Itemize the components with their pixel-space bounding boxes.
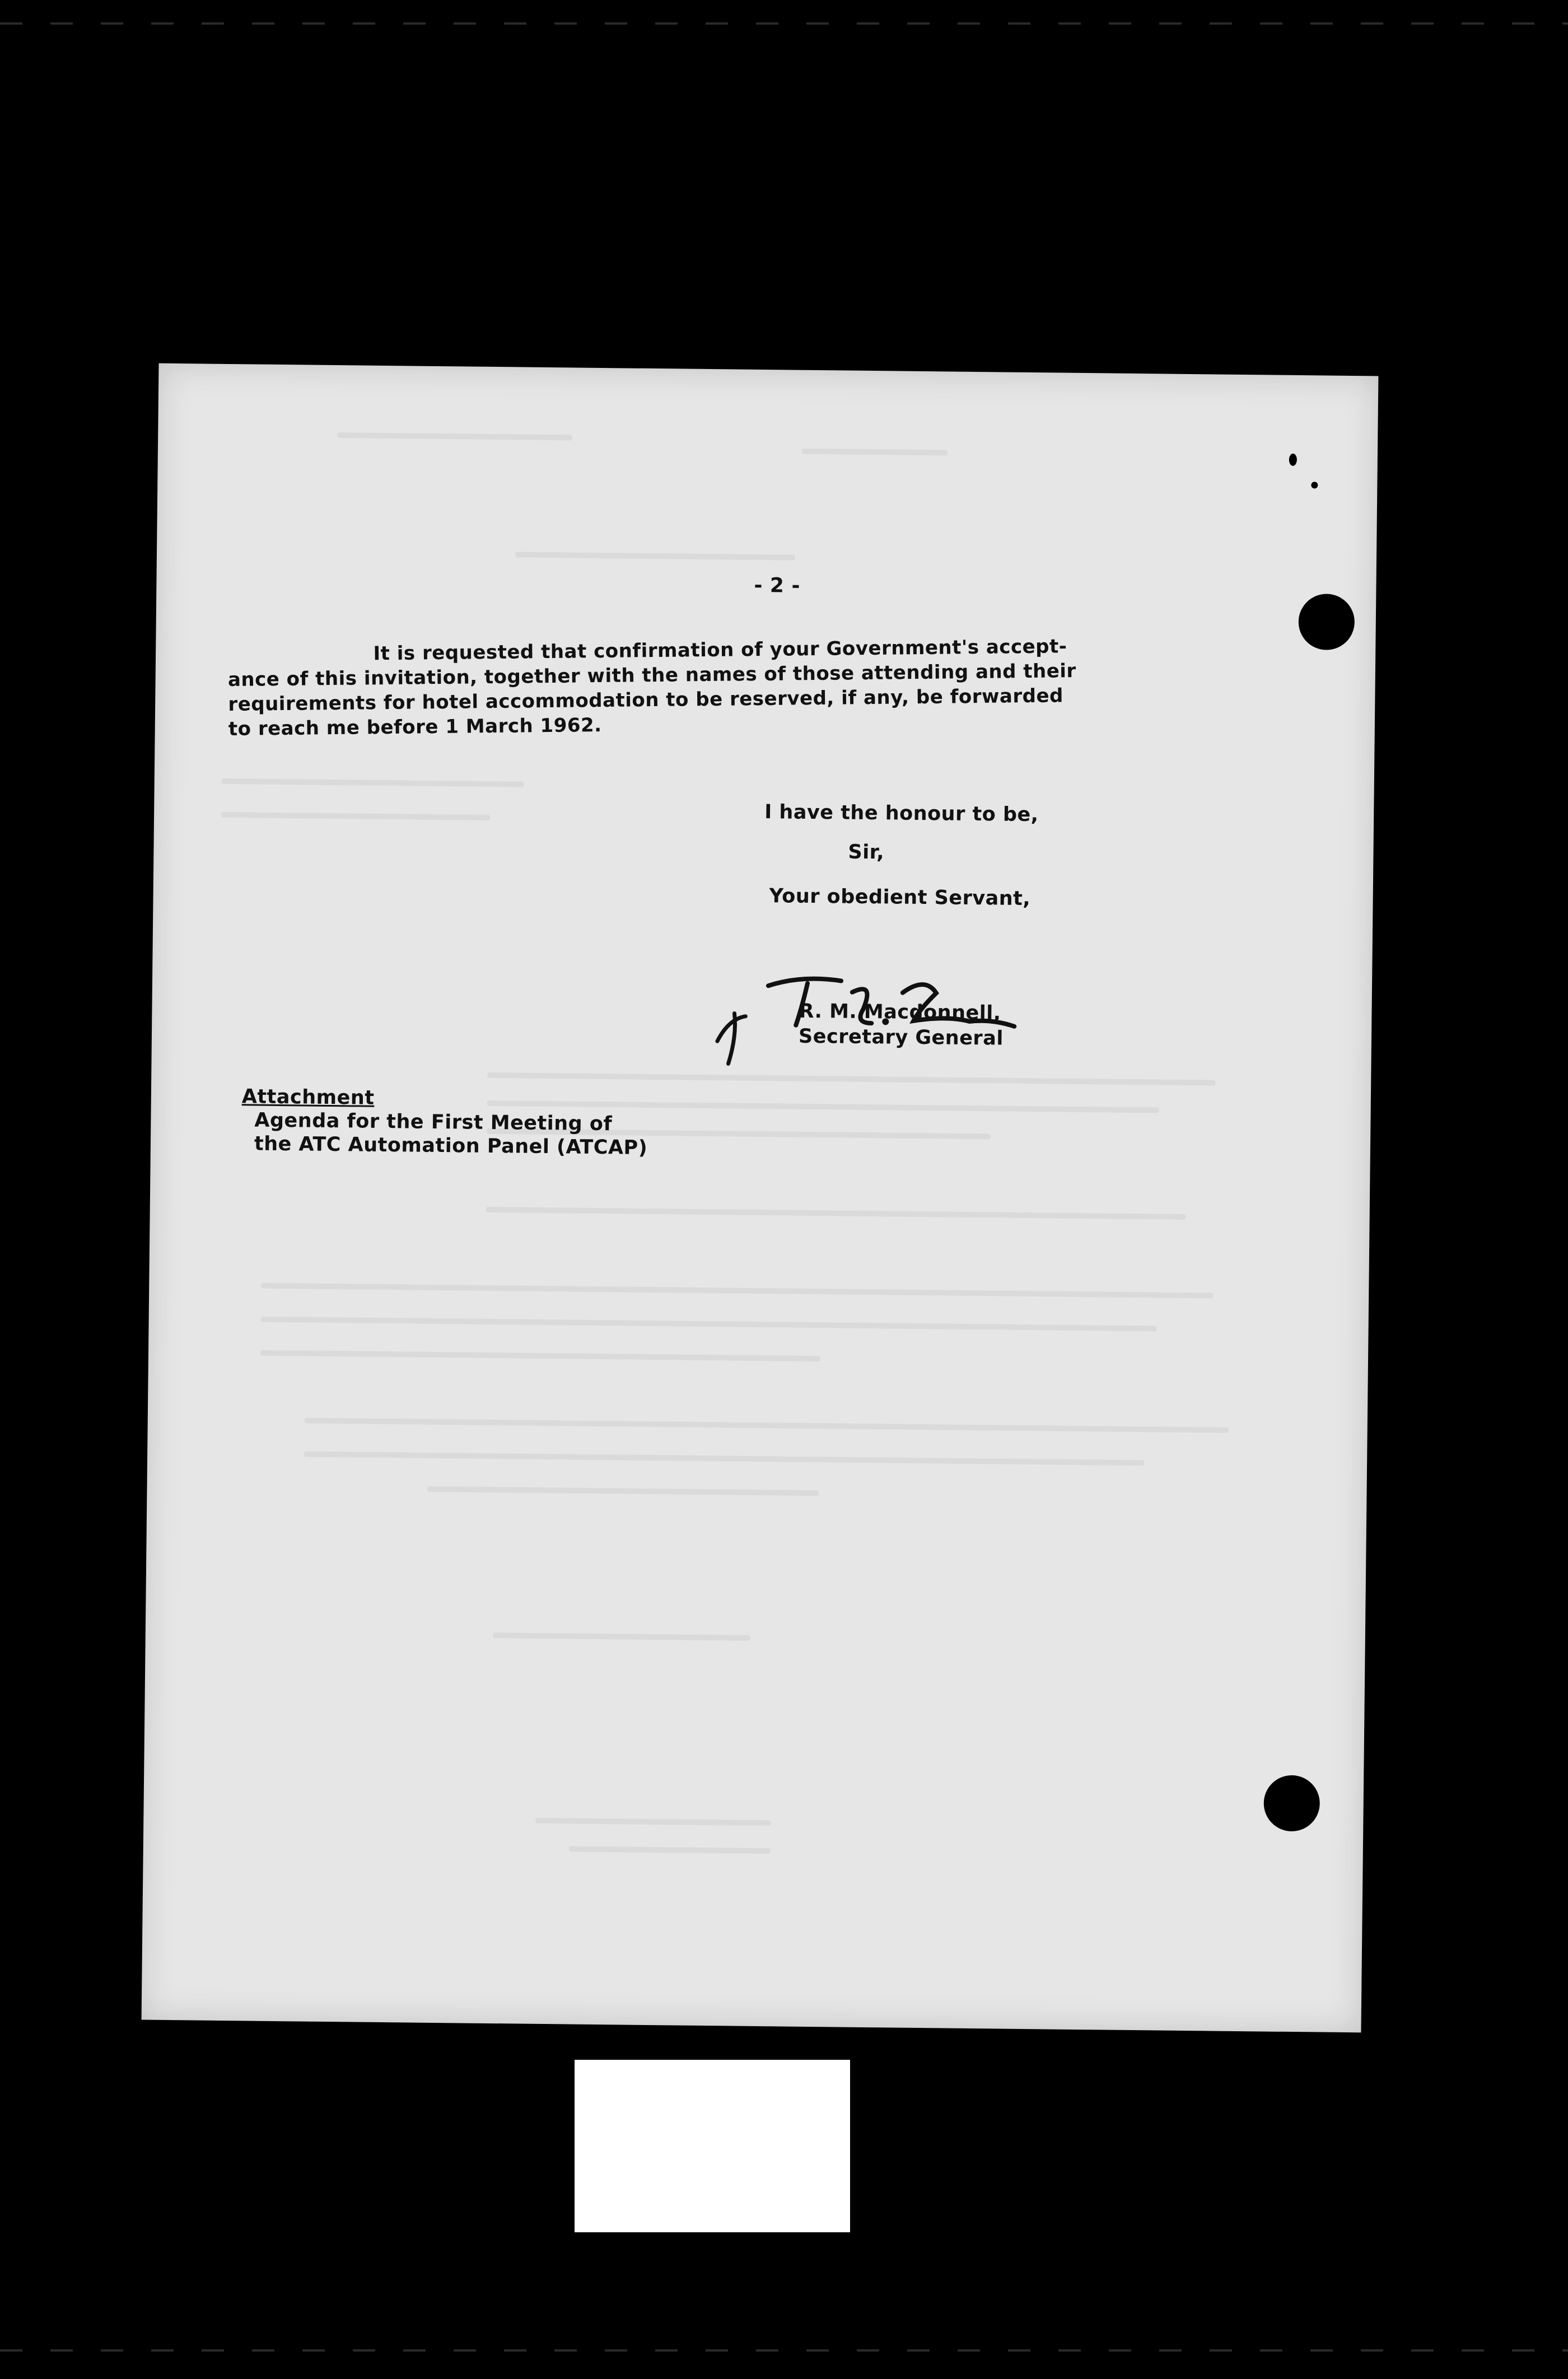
bleed-through-text bbox=[569, 1846, 771, 1854]
bleed-through-text bbox=[535, 1818, 771, 1826]
attachment-title: Attachment bbox=[241, 1085, 375, 1109]
ink-speck bbox=[1289, 454, 1297, 466]
punch-hole-top bbox=[1298, 594, 1355, 650]
bleed-through-text bbox=[337, 432, 572, 440]
attachment-line: Agenda for the First Meeting of bbox=[254, 1109, 613, 1136]
document-page bbox=[142, 363, 1379, 2033]
bleed-through-text bbox=[221, 812, 490, 820]
bleed-through-text bbox=[305, 1418, 1229, 1433]
scan-edge-bottom bbox=[0, 2349, 1568, 2352]
bleed-through-text bbox=[486, 1207, 1186, 1220]
bleed-through-text bbox=[261, 1283, 1213, 1299]
scan-edge-top bbox=[0, 22, 1568, 25]
page-number: - 2 - bbox=[754, 573, 801, 598]
bleed-through-text bbox=[487, 1100, 1159, 1113]
bleed-through-text bbox=[802, 449, 948, 456]
label-card bbox=[575, 2060, 850, 2232]
attachment-line: the ATC Automation Panel (ATCAP) bbox=[254, 1132, 648, 1159]
bleed-through-text bbox=[427, 1486, 819, 1496]
closing-servant: Your obedient Servant, bbox=[769, 885, 1031, 911]
body-line: ance of this invitation, together with the names of those attending and their bbox=[227, 660, 1076, 691]
bleed-through-text bbox=[487, 1072, 1215, 1086]
body-line: to reach me before 1 March 1962. bbox=[228, 714, 602, 740]
closing-salutation: Sir, bbox=[848, 841, 885, 864]
bleed-through-text bbox=[493, 1632, 750, 1641]
ink-speck bbox=[1311, 482, 1318, 488]
signer-name: R. M. Macdonnell, bbox=[799, 1000, 1001, 1025]
bleed-through-text bbox=[260, 1350, 820, 1361]
body-line: It is requested that confirmation of your Government's accept- bbox=[373, 635, 1067, 665]
body-paragraph bbox=[227, 633, 1236, 767]
bleed-through-text bbox=[515, 552, 795, 560]
bleed-through-text bbox=[222, 778, 524, 787]
closing-honour: I have the honour to be, bbox=[764, 801, 1039, 827]
bleed-through-text bbox=[304, 1452, 1144, 1466]
body-line: requirements for hotel accommodation to be reserved, if any, be forwarded bbox=[228, 684, 1064, 716]
signer-title: Secretary General bbox=[798, 1025, 1004, 1050]
punch-hole-bottom bbox=[1263, 1775, 1320, 1831]
bleed-through-text bbox=[261, 1317, 1157, 1332]
